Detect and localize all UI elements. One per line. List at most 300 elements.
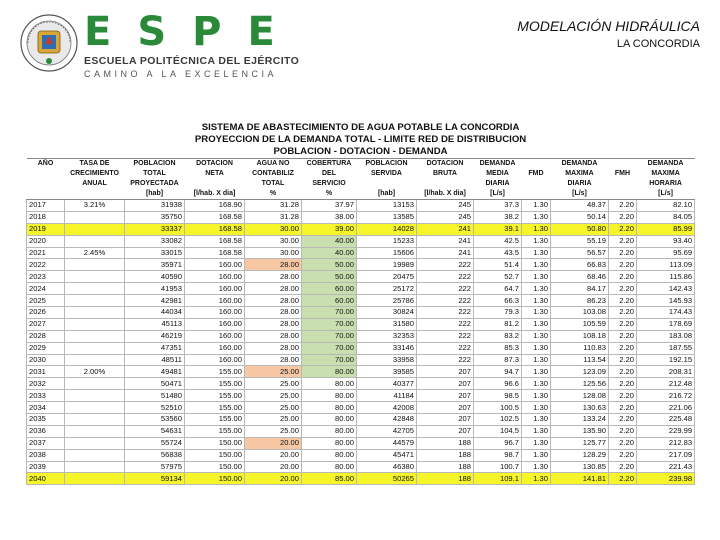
- column-header: MAXIMA: [565, 170, 594, 177]
- table-cell: 60.00: [302, 283, 357, 295]
- table-cell: 2.20: [609, 247, 637, 259]
- table-cell: 40590: [125, 271, 185, 283]
- table-cell: [65, 390, 125, 402]
- column-header: SERVIDA: [371, 170, 402, 177]
- table-row: [27, 295, 695, 307]
- logo-letter: E: [84, 9, 114, 55]
- table-cell: 105.59: [551, 318, 609, 330]
- table-cell: 37.3: [474, 200, 522, 212]
- table-cell: 2.00%: [65, 366, 125, 378]
- column-header: NETA: [205, 170, 224, 177]
- table-cell: 192.15: [637, 354, 695, 366]
- table-cell: 160.00: [185, 354, 245, 366]
- table-cell: 168.58: [185, 235, 245, 247]
- table-cell: 20.00: [245, 461, 302, 473]
- column-header: [522, 189, 551, 200]
- table-cell: 2.20: [609, 211, 637, 223]
- table-cell: 2025: [27, 295, 65, 307]
- table-cell: 56.57: [551, 247, 609, 259]
- table-cell: 2034: [27, 402, 65, 414]
- table-cell: 207: [417, 390, 474, 402]
- table-cell: 2.20: [609, 259, 637, 271]
- table-cell: 2.20: [609, 402, 637, 414]
- table-cell: 216.72: [637, 390, 695, 402]
- table-cell: 40377: [357, 378, 417, 390]
- table-cell: 1.30: [522, 366, 551, 378]
- table-cell: 93.40: [637, 235, 695, 247]
- table-cell: 2028: [27, 330, 65, 342]
- column-header: [522, 159, 551, 170]
- table-cell: 33958: [357, 354, 417, 366]
- table-cell: 160.00: [185, 342, 245, 354]
- table-cell: 68.46: [551, 271, 609, 283]
- table-row: [27, 425, 695, 437]
- table-cell: 1.30: [522, 318, 551, 330]
- table-cell: 2.20: [609, 283, 637, 295]
- table-cell: 2.20: [609, 307, 637, 319]
- table-cell: 84.17: [551, 283, 609, 295]
- column-header: COBERTURA: [306, 160, 352, 167]
- table-cell: 155.00: [185, 366, 245, 378]
- table-cell: 31938: [125, 200, 185, 212]
- table-cell: 212.48: [637, 378, 695, 390]
- table-cell: 80.00: [302, 366, 357, 378]
- table-cell: 3.21%: [65, 200, 125, 212]
- table-cell: 225.48: [637, 414, 695, 426]
- table-cell: 2.20: [609, 330, 637, 342]
- table-cell: 14028: [357, 223, 417, 235]
- table-cell: 2022: [27, 259, 65, 271]
- column-header: %: [245, 189, 302, 200]
- table-cell: 102.5: [474, 414, 522, 426]
- table-cell: 178.69: [637, 318, 695, 330]
- table-cell: 94.7: [474, 366, 522, 378]
- table-cell: 82.10: [637, 200, 695, 212]
- table-cell: 2039: [27, 461, 65, 473]
- table-cell: 2038: [27, 449, 65, 461]
- table-cell: 46219: [125, 330, 185, 342]
- table-row: [27, 473, 695, 485]
- table-cell: 2023: [27, 271, 65, 283]
- table-cell: 30.00: [245, 223, 302, 235]
- table-cell: 2019: [27, 223, 65, 235]
- table-cell: 48511: [125, 354, 185, 366]
- table-cell: 56838: [125, 449, 185, 461]
- table-row: [27, 271, 695, 283]
- table-cell: 28.00: [245, 330, 302, 342]
- table-cell: 98.7: [474, 449, 522, 461]
- table-cell: 39585: [357, 366, 417, 378]
- table-cell: 30.00: [245, 235, 302, 247]
- table-cell: 100.5: [474, 402, 522, 414]
- table-cell: 1.30: [522, 330, 551, 342]
- table-cell: 188: [417, 473, 474, 485]
- column-header: ANUAL: [82, 180, 107, 187]
- table-cell: 2031: [27, 366, 65, 378]
- table-cell: 2.20: [609, 354, 637, 366]
- table-cell: 70.00: [302, 330, 357, 342]
- table-cell: 47351: [125, 342, 185, 354]
- table-cell: [65, 307, 125, 319]
- table-cell: 217.09: [637, 449, 695, 461]
- table-cell: 128.08: [551, 390, 609, 402]
- table-cell: 96.7: [474, 437, 522, 449]
- table-cell: 100.7: [474, 461, 522, 473]
- table-title: PROYECCION DE LA DEMANDA TOTAL - LIMITE RED DE DISTRIBUCION: [194, 134, 527, 145]
- table-cell: 1.30: [522, 295, 551, 307]
- table-cell: 40.00: [302, 247, 357, 259]
- logo-letter: E: [247, 9, 277, 55]
- table-cell: 42008: [357, 402, 417, 414]
- table-cell: [65, 235, 125, 247]
- table-cell: 39.00: [302, 223, 357, 235]
- column-header: [hab]: [125, 189, 185, 200]
- column-header: POBLACION: [133, 160, 176, 167]
- column-header: %: [302, 189, 357, 200]
- table-cell: 28.00: [245, 283, 302, 295]
- table-row: [27, 342, 695, 354]
- table-cell: 1.30: [522, 473, 551, 485]
- table-cell: 35971: [125, 259, 185, 271]
- table-row: [27, 330, 695, 342]
- table-cell: 2.20: [609, 473, 637, 485]
- table-cell: 85.00: [302, 473, 357, 485]
- table-header-row: [27, 189, 695, 200]
- column-header: [27, 179, 65, 189]
- table-cell: 20.00: [245, 449, 302, 461]
- logo-tagline: CAMINO A LA EXCELENCIA: [84, 69, 278, 79]
- table-cell: 28.00: [245, 259, 302, 271]
- table-row: [27, 402, 695, 414]
- table-cell: 57975: [125, 461, 185, 473]
- column-header: FMD: [528, 170, 544, 177]
- column-header: DOTACION: [426, 160, 464, 167]
- table-title-row: [27, 121, 695, 134]
- table-cell: [65, 437, 125, 449]
- table-cell: 38.2: [474, 211, 522, 223]
- column-header: [hab]: [357, 189, 417, 200]
- table-cell: 135.90: [551, 425, 609, 437]
- table-cell: 55.19: [551, 235, 609, 247]
- table-cell: 2036: [27, 425, 65, 437]
- table-cell: 50471: [125, 378, 185, 390]
- table-cell: 41184: [357, 390, 417, 402]
- table-cell: 222: [417, 342, 474, 354]
- column-header: DIARIA: [485, 180, 510, 187]
- table-cell: 66.83: [551, 259, 609, 271]
- table-cell: 2033: [27, 390, 65, 402]
- table-cell: 1.30: [522, 378, 551, 390]
- column-header: DEMANDA: [647, 160, 684, 167]
- table-cell: 222: [417, 259, 474, 271]
- column-header: [522, 179, 551, 189]
- table-cell: 32353: [357, 330, 417, 342]
- table-cell: 80.00: [302, 390, 357, 402]
- table-cell: 96.6: [474, 378, 522, 390]
- table-cell: 1.30: [522, 342, 551, 354]
- table-cell: 1.30: [522, 235, 551, 247]
- column-header: TOTAL: [261, 180, 285, 187]
- column-header: [L/s]: [551, 189, 609, 200]
- table-title: POBLACION - DOTACION - DEMANDA: [27, 146, 695, 159]
- table-cell: 2.20: [609, 449, 637, 461]
- table-cell: 25786: [357, 295, 417, 307]
- table-cell: 174.43: [637, 307, 695, 319]
- column-header: [609, 159, 637, 170]
- table-row: [27, 200, 695, 212]
- table-cell: 39.1: [474, 223, 522, 235]
- table-cell: 208.31: [637, 366, 695, 378]
- table-cell: 2030: [27, 354, 65, 366]
- column-header: DEMANDA: [561, 160, 598, 167]
- column-header: HORARIA: [649, 180, 682, 187]
- column-header: SERVICIO: [312, 180, 346, 187]
- table-cell: 28.00: [245, 354, 302, 366]
- table-cell: 2040: [27, 473, 65, 485]
- table-cell: 1.30: [522, 247, 551, 259]
- column-header: POBLACION: [365, 160, 408, 167]
- table-cell: 30824: [357, 307, 417, 319]
- table-cell: 239.98: [637, 473, 695, 485]
- table-cell: 2.20: [609, 390, 637, 402]
- table-cell: 1.30: [522, 271, 551, 283]
- table-cell: 168.58: [185, 247, 245, 259]
- table-cell: 25.00: [245, 390, 302, 402]
- table-cell: 1.30: [522, 259, 551, 271]
- table-cell: 160.00: [185, 271, 245, 283]
- table-cell: 1.30: [522, 437, 551, 449]
- column-header: [357, 179, 417, 189]
- table-cell: 70.00: [302, 342, 357, 354]
- table-cell: 25.00: [245, 366, 302, 378]
- table-cell: 1.30: [522, 425, 551, 437]
- table-cell: 33337: [125, 223, 185, 235]
- table-row: [27, 414, 695, 426]
- table-cell: 2.20: [609, 437, 637, 449]
- table-cell: 80.00: [302, 449, 357, 461]
- table-cell: 85.3: [474, 342, 522, 354]
- table-cell: 2.20: [609, 366, 637, 378]
- table-cell: [65, 473, 125, 485]
- slide-header: [0, 0, 720, 80]
- table-cell: 229.99: [637, 425, 695, 437]
- column-header: FMH: [614, 170, 631, 177]
- column-header: [609, 189, 637, 200]
- table-row: [27, 390, 695, 402]
- table-cell: 20.00: [245, 437, 302, 449]
- table-cell: [65, 283, 125, 295]
- table-cell: 13585: [357, 211, 417, 223]
- table-cell: 28.00: [245, 295, 302, 307]
- table-cell: 70.00: [302, 307, 357, 319]
- table-cell: 50.00: [302, 271, 357, 283]
- table-cell: 212.83: [637, 437, 695, 449]
- table-cell: 51.4: [474, 259, 522, 271]
- table-cell: 44034: [125, 307, 185, 319]
- column-header: [609, 179, 637, 189]
- table-row: [27, 211, 695, 223]
- table-cell: 125.56: [551, 378, 609, 390]
- column-header: [65, 189, 125, 200]
- table-title-row: [27, 146, 695, 159]
- table-cell: 141.81: [551, 473, 609, 485]
- table-cell: 37.97: [302, 200, 357, 212]
- column-header: PROYECTADA: [130, 180, 179, 187]
- table-cell: 2.20: [609, 342, 637, 354]
- table-cell: 50.00: [302, 259, 357, 271]
- table-cell: 168.58: [185, 223, 245, 235]
- logo-subtitle: ESCUELA POLITÉCNICA DEL EJÉRCITO: [84, 55, 300, 67]
- column-header: AGUA NO: [256, 160, 290, 167]
- table-cell: 50.14: [551, 211, 609, 223]
- table-cell: 54631: [125, 425, 185, 437]
- table-cell: 85.99: [637, 223, 695, 235]
- table-cell: [65, 223, 125, 235]
- table-cell: 25.00: [245, 414, 302, 426]
- table-row: [27, 449, 695, 461]
- table-cell: 2.20: [609, 200, 637, 212]
- table-cell: 245: [417, 211, 474, 223]
- table-cell: 44579: [357, 437, 417, 449]
- table-cell: 125.77: [551, 437, 609, 449]
- column-header: [l/hab. X dia]: [185, 189, 245, 200]
- table-cell: 2032: [27, 378, 65, 390]
- table-cell: 1.30: [522, 200, 551, 212]
- column-header: DIARIA: [567, 180, 592, 187]
- table-cell: 20.00: [245, 473, 302, 485]
- table-cell: 51480: [125, 390, 185, 402]
- table-cell: 50265: [357, 473, 417, 485]
- table-cell: 15233: [357, 235, 417, 247]
- table-cell: 40.00: [302, 235, 357, 247]
- table-cell: 2.20: [609, 271, 637, 283]
- table-cell: 28.00: [245, 318, 302, 330]
- table-cell: 33015: [125, 247, 185, 259]
- table-cell: 55724: [125, 437, 185, 449]
- table-cell: 43.5: [474, 247, 522, 259]
- table-cell: 1.30: [522, 461, 551, 473]
- demand-projection-table: [26, 121, 695, 485]
- espe-logo: [84, 9, 300, 79]
- column-header: [27, 169, 65, 179]
- table-cell: 45113: [125, 318, 185, 330]
- table-cell: 160.00: [185, 259, 245, 271]
- table-cell: 2.45%: [65, 247, 125, 259]
- table-cell: 160.00: [185, 318, 245, 330]
- table-cell: 168.58: [185, 211, 245, 223]
- table-cell: 155.00: [185, 414, 245, 426]
- table-cell: 28.00: [245, 307, 302, 319]
- table-cell: 207: [417, 366, 474, 378]
- table-cell: [65, 425, 125, 437]
- table-cell: 142.43: [637, 283, 695, 295]
- table-cell: 207: [417, 378, 474, 390]
- table-cell: 80.00: [302, 437, 357, 449]
- table-cell: 188: [417, 437, 474, 449]
- table-cell: 1.30: [522, 211, 551, 223]
- table-cell: 42848: [357, 414, 417, 426]
- table-cell: 2.20: [609, 414, 637, 426]
- table-row: [27, 366, 695, 378]
- table-cell: 245: [417, 200, 474, 212]
- table-cell: 1.30: [522, 449, 551, 461]
- table-cell: 31580: [357, 318, 417, 330]
- table-cell: 84.05: [637, 211, 695, 223]
- table-cell: [65, 354, 125, 366]
- table-cell: 80.00: [302, 425, 357, 437]
- table-row: [27, 307, 695, 319]
- table-cell: [65, 211, 125, 223]
- logo-letters: [84, 9, 277, 55]
- table-cell: 52.7: [474, 271, 522, 283]
- column-header: TOTAL: [143, 170, 166, 177]
- table-cell: 222: [417, 354, 474, 366]
- table-cell: 222: [417, 295, 474, 307]
- table-cell: 2.20: [609, 425, 637, 437]
- table-cell: 35750: [125, 211, 185, 223]
- table-cell: 130.85: [551, 461, 609, 473]
- table-cell: 86.23: [551, 295, 609, 307]
- table-cell: [65, 342, 125, 354]
- column-header: DEMANDA: [479, 160, 516, 167]
- table-cell: 241: [417, 223, 474, 235]
- table-cell: 188: [417, 461, 474, 473]
- column-header: [l/hab. X dia]: [417, 189, 474, 200]
- table-cell: 183.08: [637, 330, 695, 342]
- table-cell: 150.00: [185, 461, 245, 473]
- table-cell: 2029: [27, 342, 65, 354]
- table-cell: 46380: [357, 461, 417, 473]
- table-cell: [65, 449, 125, 461]
- demand-projection-table-wrapper: [26, 121, 694, 485]
- table-cell: [65, 259, 125, 271]
- table-cell: 222: [417, 330, 474, 342]
- table-cell: 42981: [125, 295, 185, 307]
- column-header: DOTACION: [196, 160, 233, 167]
- table-cell: 221.06: [637, 402, 695, 414]
- table-cell: 42.5: [474, 235, 522, 247]
- table-cell: 110.83: [551, 342, 609, 354]
- logo-letter: S: [137, 9, 169, 55]
- table-cell: 95.69: [637, 247, 695, 259]
- table-cell: 168.90: [185, 200, 245, 212]
- table-cell: 1.30: [522, 283, 551, 295]
- table-cell: 64.7: [474, 283, 522, 295]
- table-cell: 25.00: [245, 425, 302, 437]
- table-cell: 60.00: [302, 295, 357, 307]
- table-cell: 187.55: [637, 342, 695, 354]
- table-cell: 2020: [27, 235, 65, 247]
- table-title: SISTEMA DE ABASTECIMIENTO DE AGUA POTABLE LA CONCORDIA: [201, 122, 520, 133]
- column-header: AÑO: [37, 160, 54, 167]
- table-cell: 160.00: [185, 295, 245, 307]
- table-cell: 2037: [27, 437, 65, 449]
- table-row: [27, 247, 695, 259]
- table-cell: 53560: [125, 414, 185, 426]
- table-row: [27, 283, 695, 295]
- document-title: MODELACIÓN HIDRÁULICA: [517, 18, 700, 34]
- table-cell: 155.00: [185, 402, 245, 414]
- table-cell: 155.00: [185, 378, 245, 390]
- table-cell: 2027: [27, 318, 65, 330]
- table-cell: 1.30: [522, 390, 551, 402]
- table-cell: 87.3: [474, 354, 522, 366]
- table-cell: 81.2: [474, 318, 522, 330]
- table-cell: [65, 271, 125, 283]
- table-header-row: [27, 179, 695, 189]
- table-cell: 25.00: [245, 402, 302, 414]
- column-header: CONTABILIZ: [252, 170, 294, 177]
